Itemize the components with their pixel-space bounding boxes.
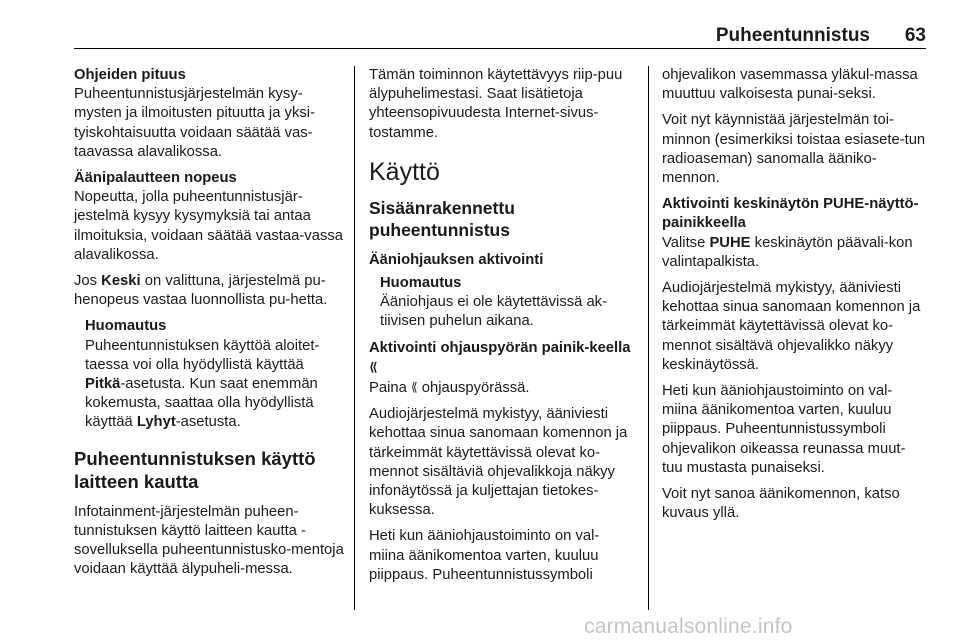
keyword-puhe: PUHE <box>709 234 751 251</box>
text: Aktivointi ohjauspyörän painik-keella <box>369 339 631 356</box>
para-mykistyy-2: Audiojärjestelmä mykistyy, ääniviesti kehottaa sinua sanomaan komennon ja tärkeimmät käytettävissä olevat ko-mennot sisältävä ohjevalikko näkyy keskinäytössä. <box>662 280 921 373</box>
column-divider-1 <box>354 66 355 610</box>
page-header <box>74 26 926 49</box>
page-title: Puheentunnistus <box>715 25 870 46</box>
para-valitse <box>662 234 926 272</box>
page-number: 63 <box>904 25 926 46</box>
heading-aanipalaute-nopeus: Äänipalautteen nopeus <box>74 170 237 187</box>
text: Jos <box>74 273 102 290</box>
text: ohjauspyörässä. <box>417 380 530 397</box>
column-1 <box>74 66 346 586</box>
note-box <box>85 317 346 432</box>
para-heti: Heti kun ääniohjaustoiminto on val-miina äänikomentoa varten, kuuluu piippaus. Puheentunnistussymboli <box>369 528 600 583</box>
note-title: Huomautus <box>85 318 167 335</box>
para-heti-2: Heti kun ääniohjaustoiminto on val-miina äänikomentoa varten, kuuluu piippaus. Puheentunnistussymboli ohjevalikon oikeassa reunassa muut-tuu mustasta punaiseksi. <box>662 383 906 476</box>
heading-aaniohjauksen-aktivointi: Ääniohjauksen aktivointi <box>369 251 544 268</box>
heading-keskinaytto: Aktivointi keskinäytön PUHE-näyttö-painikkeella <box>662 196 919 232</box>
steering-voice-icon: ⟪ <box>369 359 378 374</box>
keyword-keski: Keski <box>101 273 141 290</box>
text: keskinäytön päävali-kon valintapalkista. <box>662 234 913 270</box>
para-infotainment: Infotainment-järjestelmän puheen-tunnistuksen käyttö laitteen kautta -sovelluksella puheentunnistusko-mentoja voidaan käyttää älypuheli-messa. <box>74 503 344 578</box>
text: Paina <box>369 380 411 397</box>
note-text: Ääniohjaus ei ole käytettävissä ak-tiivisen puhelun aikana. <box>380 294 608 330</box>
heading-laitteen-kautta: Puheentunnistuksen käyttö laitteen kautta <box>74 447 316 492</box>
heading-sisaanrakennettu: Sisäänrakennettu puheentunnistus <box>369 197 515 240</box>
para-paina <box>369 378 634 398</box>
para-aanipalaute-nopeus: Nopeutta, jolla puheentunnistusjär-jestelmä kysyy kysymyksiä tai antaa ilmoituksia, voidaan säätää vastaa-vassa alavalikossa. <box>74 189 343 263</box>
column-divider-2 <box>648 66 649 610</box>
para-voit-kaynnistaa: Voit nyt käynnistää järjestelmän toi-minnon (esimerkiksi toistaa esiasete-tun radioaseman) sanomalla ääniko-mennon. <box>662 112 926 187</box>
keyword-lyhyt: Lyhyt <box>136 414 176 431</box>
note-title: Huomautus <box>380 275 462 292</box>
note-box <box>380 274 634 332</box>
para-mykistyy: Audiojärjestelmä mykistyy, ääniviesti kehottaa sinua sanomaan komennon ja tärkeimmät käytettävissä olevat ko-mennot sisältäviä ohjevalikkoja näkyy infonäytössä ja kuljettajan tietokes-kuksessa. <box>369 406 628 519</box>
watermark: carmanualsonline.info <box>584 615 793 638</box>
text: Puheentunnistuksen käyttöä aloitet-taessa voi olla hyödyllistä käyttää <box>85 337 320 373</box>
para-yläkulma: ohjevalikon vasemmassa yläkul-massa muuttuu valkoisesta punai-seksi. <box>662 67 918 103</box>
column-3 <box>662 66 926 530</box>
heading-ohjeiden-pituus: Ohjeiden pituus <box>74 67 186 83</box>
heading-kaytto: Käyttö <box>369 157 440 186</box>
para-ohjeiden-pituus: Puheentunnistusjärjestelmän kysy-mysten ja ilmoitusten pituutta ja yksi-tyiskohtaisuutta voidaan säätää vas-taavassa alavalikossa. <box>74 86 315 160</box>
text: on valittuna, järjestelmä pu-henopeus vastaa luonnollista pu-hetta. <box>74 273 328 309</box>
text: Valitse <box>662 234 710 251</box>
steering-voice-icon: ⟪ <box>410 380 418 395</box>
keyword-pitka: Pitkä <box>85 376 121 393</box>
text: -asetusta. Kun saat enemmän kokemusta, saattaa olla hyödyllistä käyttää <box>85 376 318 431</box>
note-text <box>85 337 346 433</box>
para-sanoa: Voit nyt sanoa äänikomennon, katso kuvaus yllä. <box>662 486 900 522</box>
text: -asetusta. <box>175 414 241 431</box>
heading-ohjauspyora <box>369 339 634 378</box>
para-kaytettavyys: Tämän toiminnon käytettävyys riip-puu älypuhelimestasi. Saat lisätietoja yhteensopivuudesta Internet-sivus-tostamme. <box>369 67 623 141</box>
para-keski <box>74 272 346 310</box>
column-2 <box>369 66 634 592</box>
